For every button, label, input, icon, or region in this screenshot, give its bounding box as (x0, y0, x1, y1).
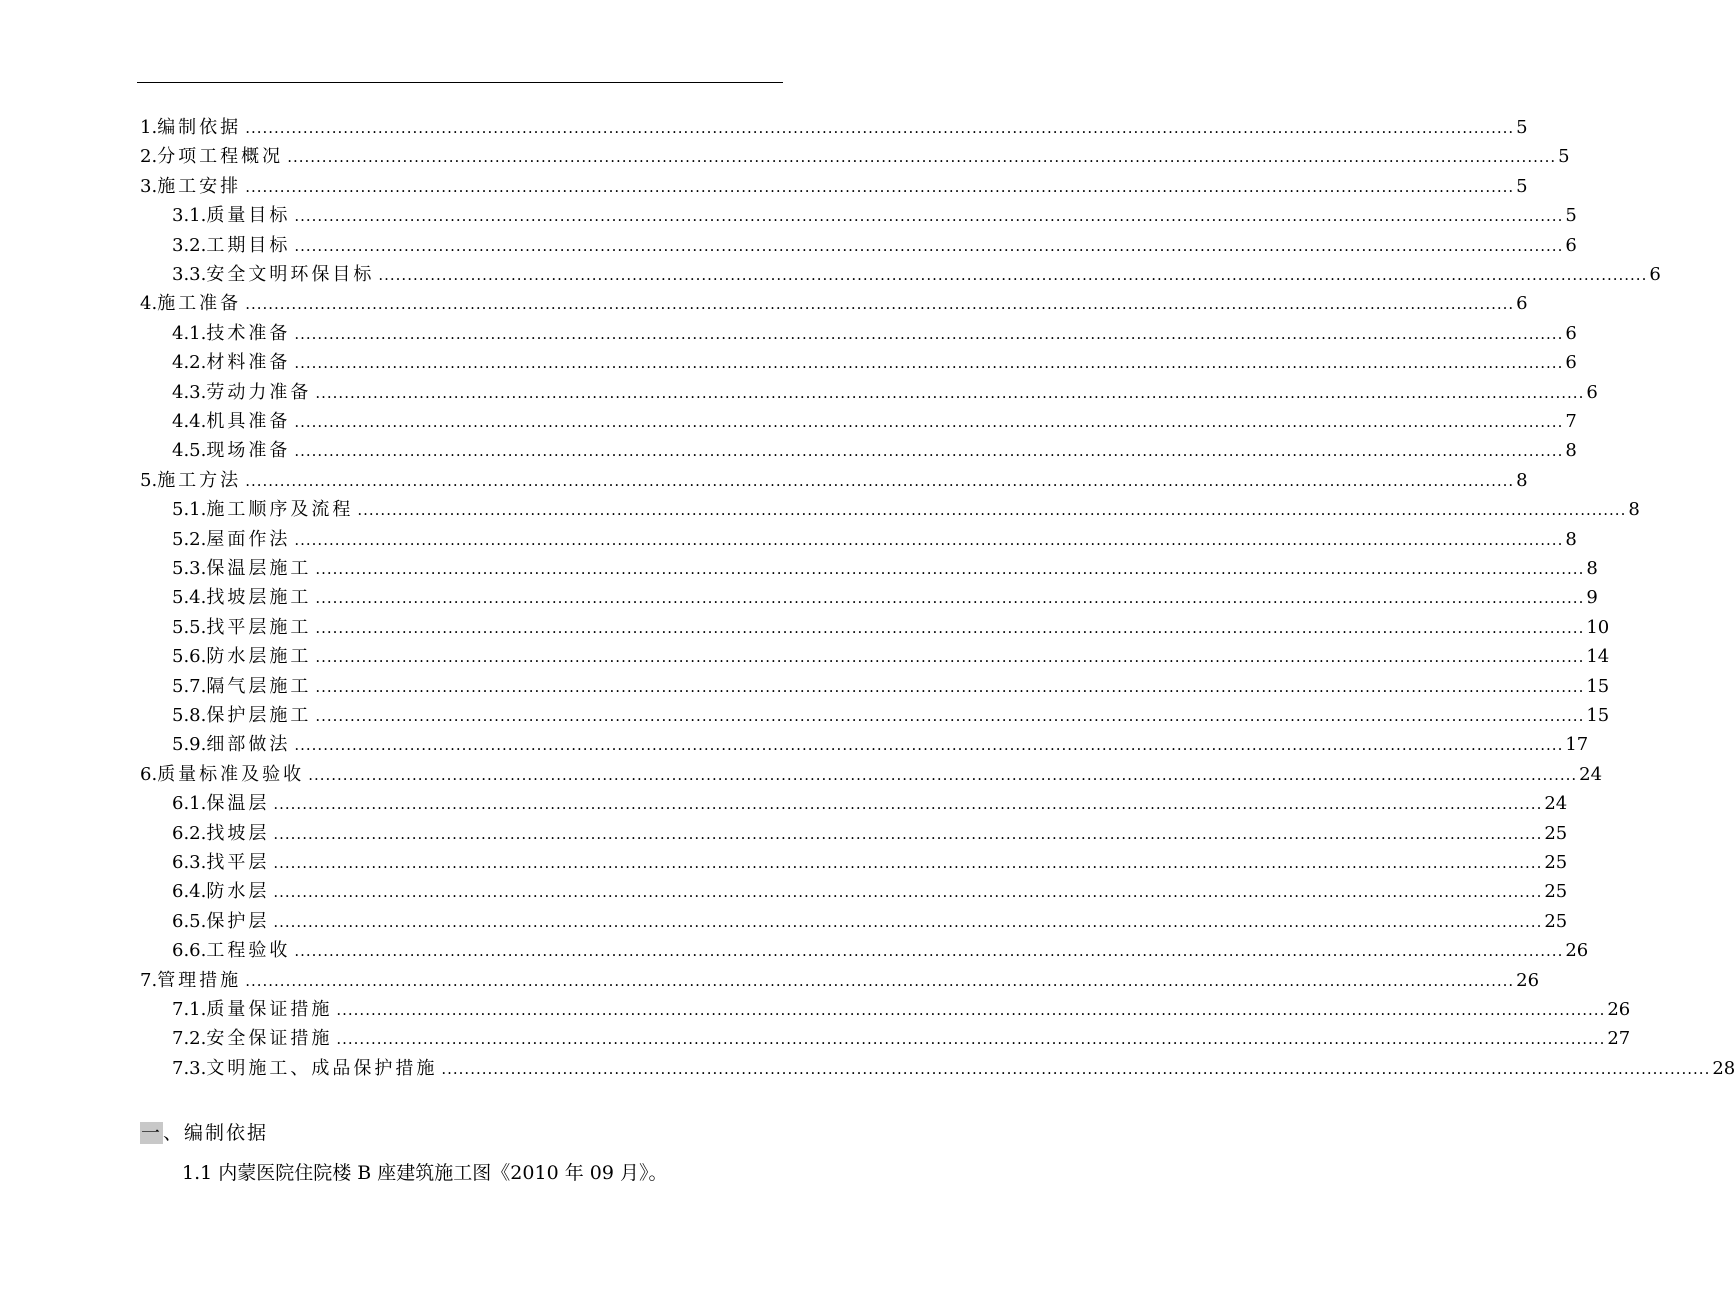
toc-entry-page: 25 (1544, 881, 1568, 903)
toc-entry[interactable] (172, 820, 1568, 848)
toc-entry-number: 5.8. (172, 705, 207, 726)
toc-entry-title: 找平层 (206, 852, 270, 873)
toc-entry-title: 劳动力准备 (206, 381, 312, 403)
section-heading (140, 1118, 268, 1148)
paragraph-basis: 1.1 内蒙医院住院楼 B 座建筑施工图《2010 年 09 月》。 (182, 1162, 668, 1184)
toc-dot-leader: ............................................................................................................................................................................................................................ (336, 1001, 1606, 1019)
toc-entry-number: 6.1. (172, 793, 207, 815)
heading-text: 、编制依据 (163, 1122, 269, 1144)
toc-entry[interactable] (140, 290, 1528, 318)
toc-entry-number: 7.3. (172, 1057, 207, 1079)
toc-entry-title: 文明施工、成品保护措施 (206, 1057, 438, 1079)
toc-entry-page: 8 (1516, 469, 1528, 491)
toc-entry-number: 2. (140, 146, 158, 168)
toc-entry-page: 5 (1565, 205, 1577, 227)
toc-entry-number: 5.7. (172, 675, 207, 697)
toc-entry-page: 10 (1586, 616, 1610, 638)
toc-entry-page: 6 (1516, 293, 1528, 315)
toc-entry-title: 安全保证措施 (206, 1028, 333, 1050)
toc-entry-page: 14 (1586, 646, 1610, 668)
toc-entry-number: 5.6. (172, 646, 207, 668)
toc-dot-leader: ............................................................................................................................................................................................................................ (245, 971, 1515, 990)
toc-dot-leader: ............................................................................................................................................................................................................................ (245, 471, 1515, 490)
toc-entry-title: 防水层施工 (206, 646, 312, 668)
toc-dot-leader: ............................................................................................................................................................................................................................ (315, 648, 1585, 667)
toc-entry-title: 分项工程概况 (157, 146, 284, 168)
toc-entry-page: 7 (1565, 411, 1577, 432)
toc-entry-page: 27 (1607, 1028, 1631, 1050)
toc-entry[interactable] (172, 908, 1568, 936)
toc-entry-number: 4.3. (172, 381, 207, 403)
toc-dot-leader: ............................................................................................................................................................................................................................ (294, 324, 1564, 343)
toc-entry-title: 编制依据 (157, 117, 242, 138)
toc-entry-page: 5 (1558, 146, 1570, 168)
toc-dot-leader: ............................................................................................................................................................................................................................ (294, 207, 1564, 226)
toc-dot-leader: ............................................................................................................................................................................................................................ (294, 354, 1564, 373)
toc-entry-page: 8 (1628, 499, 1640, 521)
toc-entry-page: 6 (1649, 264, 1661, 285)
toc-entry-title: 管理措施 (157, 969, 242, 991)
toc-entry-title: 机具准备 (206, 411, 291, 432)
toc-entry-page: 8 (1565, 528, 1577, 550)
toc-entry-page: 26 (1607, 999, 1631, 1020)
toc-entry-number: 6.4. (172, 881, 207, 903)
toc-dot-leader: ............................................................................................................................................................................................................................ (287, 148, 1557, 167)
toc-entry-page: 15 (1586, 675, 1610, 697)
toc-entry-number: 3. (140, 175, 158, 197)
toc-dot-leader: ............................................................................................................................................................................................................................ (378, 266, 1648, 284)
toc-entry-title: 施工安排 (157, 175, 242, 197)
toc-entry-number: 4. (140, 293, 158, 315)
toc-entry[interactable] (172, 878, 1568, 906)
toc-entry-number: 4.2. (172, 352, 207, 374)
toc-entry-number: 3.2. (172, 234, 207, 256)
toc-entry[interactable] (140, 173, 1528, 201)
toc-entry-page: 15 (1586, 705, 1610, 726)
toc-dot-leader: ............................................................................................................................................................................................................................ (273, 883, 1543, 902)
heading-marker: 一 (141, 1122, 163, 1144)
toc-dot-leader: ............................................................................................................................................................................................................................ (245, 177, 1515, 196)
toc-entry-page: 25 (1544, 910, 1568, 932)
toc-entry-number: 7.2. (172, 1028, 207, 1050)
toc-entry[interactable] (140, 467, 1528, 495)
toc-entry-page: 6 (1565, 322, 1577, 344)
toc-entry-page: 25 (1544, 822, 1568, 844)
toc-entry-title: 现场准备 (206, 440, 291, 462)
toc-entry-number: 1. (140, 117, 158, 138)
toc-entry[interactable] (172, 849, 1568, 877)
toc-entry[interactable] (140, 114, 1528, 142)
toc-entry[interactable] (140, 143, 1570, 171)
toc-entry-page: 24 (1579, 763, 1603, 785)
toc-entry-title: 隔气层施工 (206, 675, 312, 697)
toc-dot-leader: ............................................................................................................................................................................................................................ (273, 795, 1543, 814)
toc-entry-title: 找坡层 (206, 822, 270, 844)
toc-dot-leader: ............................................................................................................................................................................................................................ (315, 560, 1585, 578)
toc-entry-number: 5.4. (172, 587, 207, 609)
toc-entry-title: 保护层 (206, 910, 270, 932)
toc-entry[interactable] (172, 555, 1598, 583)
toc-entry[interactable] (172, 702, 1610, 730)
toc-entry[interactable] (172, 937, 1589, 965)
toc-dot-leader: ............................................................................................................................................................................................................................ (294, 236, 1564, 255)
header-rule (137, 82, 783, 83)
toc-dot-leader: ............................................................................................................................................................................................................................ (357, 501, 1627, 520)
toc-entry-number: 3.1. (172, 205, 207, 227)
toc-entry-title: 材料准备 (206, 352, 291, 374)
toc-dot-leader: ............................................................................................................................................................................................................................ (245, 295, 1515, 314)
toc-entry[interactable] (172, 408, 1577, 436)
toc-dot-leader: ............................................................................................................................................................................................................................ (273, 912, 1543, 931)
toc-entry-title: 质量保证措施 (206, 999, 333, 1020)
toc-entry[interactable] (172, 496, 1640, 524)
toc-entry[interactable] (172, 1055, 1735, 1083)
toc-entry-page: 5 (1516, 175, 1528, 197)
toc-entry[interactable] (172, 320, 1577, 348)
toc-entry-page: 28 (1712, 1057, 1735, 1079)
toc-entry-title: 找平层施工 (206, 616, 312, 638)
toc-entry-title: 找坡层施工 (206, 587, 312, 609)
toc-entry[interactable] (172, 437, 1577, 465)
toc-entry[interactable] (172, 584, 1598, 612)
toc-dot-leader: ............................................................................................................................................................................................................................ (315, 707, 1585, 725)
toc-entry[interactable] (140, 967, 1540, 995)
toc-entry[interactable] (172, 673, 1610, 701)
toc-dot-leader: ............................................................................................................................................................................................................................ (294, 413, 1564, 431)
toc-entry-title: 保温层施工 (206, 558, 312, 579)
toc-entry-number: 4.1. (172, 322, 207, 344)
toc-entry-number: 6. (140, 763, 158, 785)
toc-entry-page: 6 (1565, 352, 1577, 374)
toc-entry-number: 6.6. (172, 940, 207, 962)
toc-entry-number: 4.5. (172, 440, 207, 462)
toc-dot-leader: ............................................................................................................................................................................................................................ (315, 589, 1585, 608)
toc-entry-title: 保护层施工 (206, 705, 312, 726)
toc-dot-leader: ............................................................................................................................................................................................................................ (308, 765, 1578, 784)
toc-entry[interactable] (172, 202, 1577, 230)
toc-dot-leader: ............................................................................................................................................................................................................................ (441, 1059, 1711, 1078)
toc-entry-title: 屋面作法 (206, 528, 291, 550)
toc-dot-leader: ............................................................................................................................................................................................................................ (294, 736, 1564, 755)
toc-entry-number: 6.5. (172, 910, 207, 932)
toc-dot-leader: ............................................................................................................................................................................................................................ (315, 677, 1585, 696)
toc-entry-page: 24 (1544, 793, 1568, 815)
toc-entry-number: 5.1. (172, 499, 207, 521)
toc-entry-page: 5 (1516, 117, 1528, 138)
toc-entry[interactable] (140, 761, 1603, 789)
toc-entry-page: 26 (1565, 940, 1589, 962)
toc-entry[interactable] (172, 790, 1568, 818)
toc-entry[interactable] (172, 643, 1610, 671)
toc-entry-number: 4.4. (172, 411, 207, 432)
toc-entry[interactable] (172, 1025, 1631, 1053)
toc-entry-number: 5.5. (172, 616, 207, 638)
toc-entry[interactable] (172, 261, 1661, 289)
toc-entry-title: 技术准备 (206, 322, 291, 344)
toc-entry-number: 6.2. (172, 822, 207, 844)
toc-entry-number: 7.1. (172, 999, 207, 1020)
toc-entry-number: 6.3. (172, 852, 207, 873)
toc-entry-page: 26 (1516, 969, 1540, 991)
toc-dot-leader: ............................................................................................................................................................................................................................ (294, 442, 1564, 461)
toc-entry[interactable] (172, 731, 1589, 759)
toc-entry-page: 6 (1586, 381, 1598, 403)
toc-dot-leader: ............................................................................................................................................................................................................................ (273, 824, 1543, 843)
toc-dot-leader: ............................................................................................................................................................................................................................ (273, 854, 1543, 872)
toc-dot-leader: ............................................................................................................................................................................................................................ (315, 383, 1585, 402)
toc-dot-leader: ............................................................................................................................................................................................................................ (294, 530, 1564, 549)
toc-dot-leader: ............................................................................................................................................................................................................................ (294, 942, 1564, 961)
toc-entry[interactable] (172, 379, 1598, 407)
toc-entry[interactable] (172, 349, 1577, 377)
toc-entry-title: 质量目标 (206, 205, 291, 227)
toc-entry-number: 5. (140, 469, 158, 491)
toc-entry-title: 施工方法 (157, 469, 242, 491)
toc-entry-number: 5.2. (172, 528, 207, 550)
toc-entry-number: 7. (140, 969, 158, 991)
toc-entry-title: 细部做法 (206, 734, 291, 756)
toc-entry-title: 施工准备 (157, 293, 242, 315)
toc-entry-page: 8 (1586, 558, 1598, 579)
toc-entry-title: 工期目标 (206, 234, 291, 256)
toc-entry-number: 5.3. (172, 558, 207, 579)
toc-entry-number: 3.3. (172, 264, 207, 285)
toc-entry-title: 保温层 (206, 793, 270, 815)
toc-entry-title: 工程验收 (206, 940, 291, 962)
toc-entry-number: 5.9. (172, 734, 207, 756)
toc-dot-leader: ............................................................................................................................................................................................................................ (245, 119, 1515, 137)
toc-entry[interactable] (172, 996, 1631, 1024)
toc-entry-page: 9 (1586, 587, 1598, 609)
toc-entry-title: 安全文明环保目标 (206, 264, 375, 285)
toc-entry[interactable] (172, 614, 1610, 642)
toc-entry-page: 8 (1565, 440, 1577, 462)
toc-entry-title: 质量标准及验收 (157, 763, 305, 785)
toc-entry-page: 6 (1565, 234, 1577, 256)
toc-dot-leader: ............................................................................................................................................................................................................................ (336, 1030, 1606, 1049)
toc-dot-leader: ............................................................................................................................................................................................................................ (315, 618, 1585, 637)
toc-entry-title: 防水层 (206, 881, 270, 903)
toc-entry-page: 17 (1565, 734, 1589, 756)
toc-entry[interactable] (172, 232, 1577, 260)
toc-entry-page: 25 (1544, 852, 1568, 873)
toc-entry-title: 施工顺序及流程 (206, 499, 354, 521)
toc-entry[interactable] (172, 526, 1577, 554)
